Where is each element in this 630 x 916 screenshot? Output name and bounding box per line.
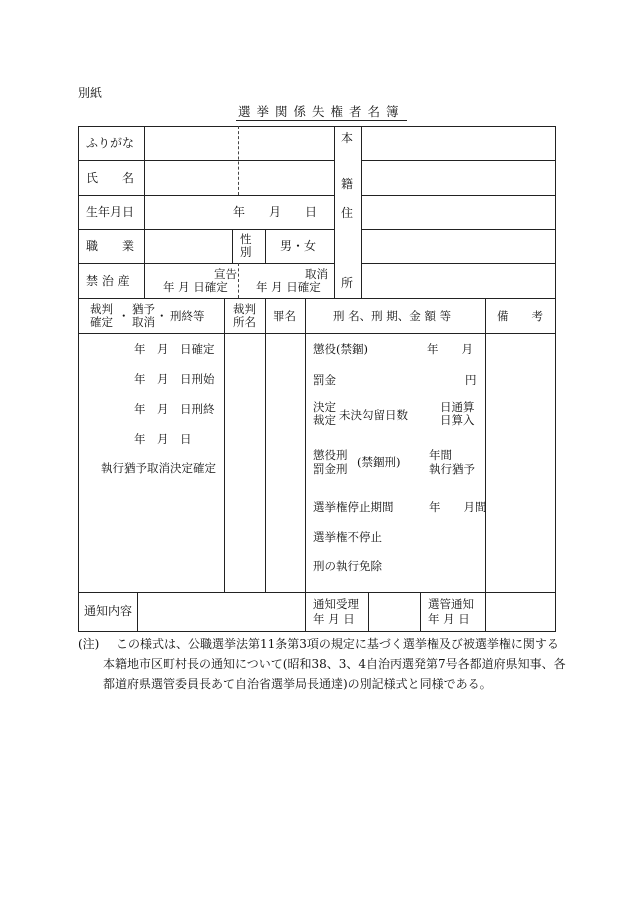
header-dot-2: ・ bbox=[156, 309, 168, 323]
penalty-fine-unit: 円 bbox=[465, 373, 477, 387]
birthdate-label: 生年月日 bbox=[86, 205, 135, 219]
name-label: 氏 名 bbox=[86, 171, 135, 185]
furigana-label: ふりがな bbox=[86, 136, 135, 150]
page-title: 選挙関係失権者名簿 bbox=[238, 104, 405, 119]
probation-revoked: 執行猶予取消決定確定 bbox=[101, 461, 216, 475]
cancelled-label: 取消 bbox=[305, 267, 328, 281]
election-notice-date: 年 月 日 bbox=[428, 612, 470, 626]
decision-label: 決定 裁定 bbox=[313, 400, 336, 427]
penalty-fine: 罰金 bbox=[313, 373, 336, 387]
election-notice-label: 選管通知 bbox=[428, 597, 474, 611]
address-label-bottom: 所 bbox=[341, 276, 354, 290]
probation-penalty: 懲役刑 罰金刑 bbox=[313, 448, 348, 476]
notice-content-label: 通知内容 bbox=[84, 604, 133, 618]
gender-options: 男・女 bbox=[280, 239, 317, 253]
header-suspension: 猶予 取消 bbox=[132, 302, 155, 329]
domicile-label-bottom: 籍 bbox=[341, 177, 354, 191]
header-remarks: 備 考 bbox=[497, 309, 543, 323]
declared-label: 宣告 bbox=[214, 267, 237, 281]
address-label-top: 住 bbox=[341, 206, 354, 220]
penalty-imprisonment: 懲役(禁錮) bbox=[313, 342, 368, 356]
suspension-period: 選挙権停止期間 bbox=[313, 500, 394, 514]
probation-units: 年間 執行猶予 bbox=[429, 448, 475, 476]
date-sentence-start: 年 月 日刑始 bbox=[134, 372, 215, 386]
penalty-imprisonment-unit: 年 月 bbox=[427, 342, 473, 356]
date-confirmed: 年 月 日確定 bbox=[134, 342, 215, 356]
gender-label: 性別 bbox=[240, 232, 252, 259]
header-court: 裁判 所名 bbox=[233, 302, 256, 329]
header-end-of-sentence: 刑終等 bbox=[170, 309, 205, 323]
detention-units: 日通算 日算入 bbox=[440, 400, 475, 427]
notice-received-date: 年 月 日 bbox=[313, 612, 355, 626]
declared-date: 年 月 日確定 bbox=[163, 280, 228, 294]
suspension-period-unit: 年 月間 bbox=[429, 500, 487, 514]
header-sentence: 刑 名、刑 期、金 額 等 bbox=[333, 309, 452, 323]
annex-label: 別紙 bbox=[78, 86, 103, 100]
not-suspended: 選挙権不停止 bbox=[313, 530, 382, 544]
note-line-2: 本籍地市区町村長の通知について(昭和38、3、4自治丙選発第7号各都道府県知事、各 bbox=[103, 657, 566, 671]
note-line-3: 都道府県選管委員長あて自治省選挙局長通達)の別記様式と同様である。 bbox=[103, 677, 492, 691]
detention-days: 未決勾留日数 bbox=[339, 408, 408, 422]
notice-received-label: 通知受理 bbox=[313, 597, 359, 611]
note-line-1: この様式は、公職選挙法第11条第3項の規定に基づく選挙権及び被選挙権に関する bbox=[116, 637, 559, 651]
occupation-label: 職 業 bbox=[86, 239, 135, 253]
probation-paren: (禁錮刑) bbox=[357, 455, 401, 469]
birthdate-format: 年 月 日 bbox=[233, 205, 318, 219]
disability-label: 禁 治 産 bbox=[86, 274, 130, 288]
header-dot-1: ・ bbox=[118, 309, 130, 323]
date-sentence-end: 年 月 日刑終 bbox=[134, 402, 215, 416]
date-blank: 年 月 日 bbox=[134, 432, 192, 446]
header-judgment: 裁判 確定 bbox=[90, 302, 113, 329]
execution-exemption: 刑の執行免除 bbox=[313, 559, 382, 573]
domicile-label-top: 本 bbox=[341, 131, 354, 145]
note-marker: (注) bbox=[78, 637, 100, 651]
cancelled-date: 年 月 日確定 bbox=[256, 280, 321, 294]
header-crime: 罪名 bbox=[273, 309, 296, 323]
